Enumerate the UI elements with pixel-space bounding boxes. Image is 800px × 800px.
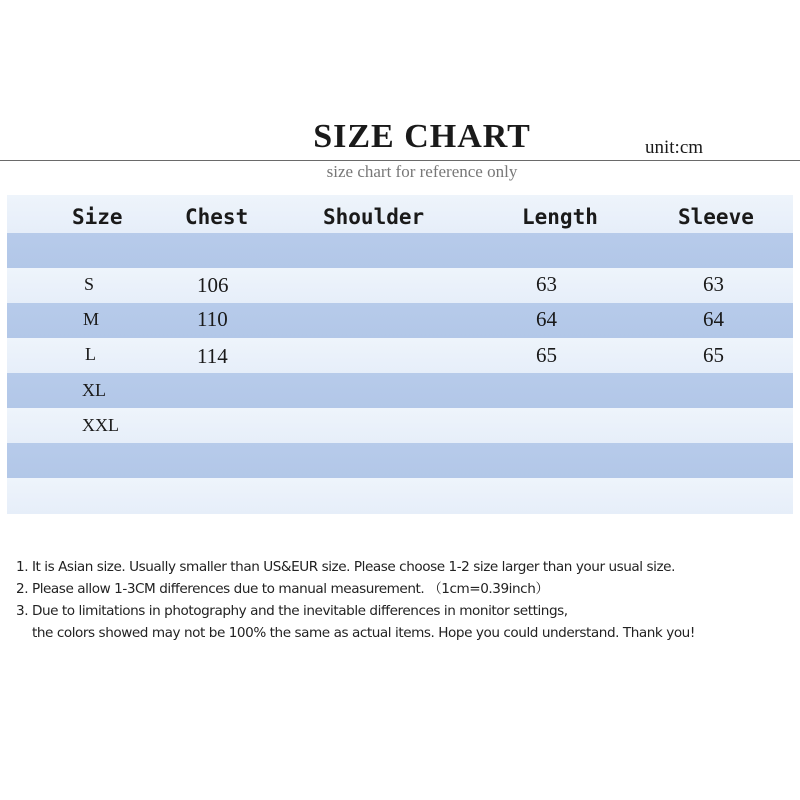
size-cell: M [83,309,100,329]
band [7,233,793,269]
size-table [7,195,793,514]
band [7,408,793,444]
chest-cell: 106 [197,273,229,297]
note-line: 1. It is Asian size. Usually smaller than US&EUR size. Please choose 1-2 size larger than your usual size. [16,559,675,575]
size-cell: L [85,344,96,364]
band [7,443,793,479]
band [7,268,793,304]
subtitle: size chart for reference only [326,162,518,181]
band [7,303,793,339]
unit-label: unit:cm [645,137,704,158]
table-header-shoulder: Shoulder [323,205,425,229]
table-header-sleeve: Sleeve [678,205,754,229]
size-cell: XXL [82,415,119,435]
note-line: 2. Please allow 1-3CM differences due to manual measurement. （1cm=0.39inch） [16,581,549,597]
sleeve-cell: 65 [703,343,724,367]
size-cell: XL [82,380,106,400]
table-header-length: Length [522,205,598,229]
note-line: 3. Due to limitations in photography and the inevitable differences in monitor settings, [16,603,568,619]
chest-cell: 114 [197,344,228,368]
table-header-size: Size [72,205,123,229]
sleeve-cell: 63 [703,272,724,296]
band [7,338,793,374]
size-chart-title: SIZE CHART [313,118,531,155]
band [7,373,793,409]
sleeve-cell: 64 [703,307,724,331]
size-cell: S [84,274,95,294]
length-cell: 65 [536,343,557,367]
title-divider [0,160,800,161]
note-line: the colors showed may not be 100% the same as actual items. Hope you could understand. Thank you! [32,625,695,641]
length-cell: 64 [536,307,557,331]
notes [16,556,800,644]
chest-cell: 110 [197,307,228,331]
table-header-chest: Chest [185,205,249,229]
length-cell: 63 [536,272,557,296]
band [7,478,793,514]
